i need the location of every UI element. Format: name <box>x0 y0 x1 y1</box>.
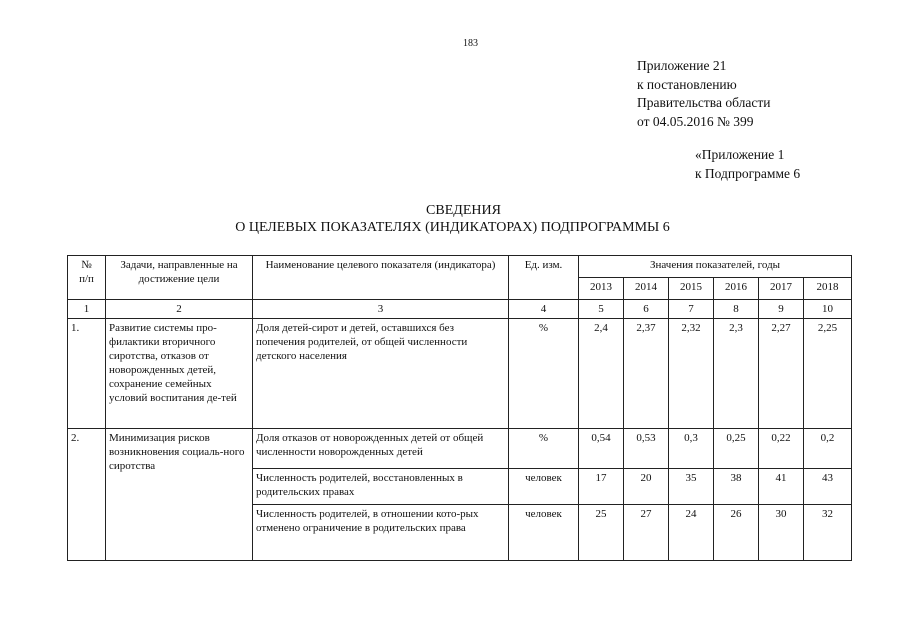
header-num: № п/п <box>68 256 106 300</box>
header-unit: Ед. изм. <box>509 256 579 300</box>
indicator-value: 30 <box>759 505 804 561</box>
indicator-value: 0,25 <box>714 429 759 469</box>
indicator-unit: % <box>509 429 579 469</box>
indicator-value: 2,37 <box>624 319 669 429</box>
row-task: Минимизация рисков возникновения социаль-ного сиротства <box>106 429 253 561</box>
column-number: 1 <box>68 300 106 319</box>
appendix-line: Приложение 21 <box>637 58 727 73</box>
row-number: 1. <box>68 319 106 429</box>
row-task: Развитие системы про-филактики вторичного сиротства, отказов от новорожденных детей, сохранение семейных условий воспитания де-тей <box>106 319 253 429</box>
column-number: 5 <box>579 300 624 319</box>
indicator-value: 41 <box>759 469 804 505</box>
appendix-line: к Подпрограмме 6 <box>695 165 801 181</box>
indicator-value: 17 <box>579 469 624 505</box>
indicator-value: 25 <box>579 505 624 561</box>
column-number: 2 <box>106 300 253 319</box>
appendix-line: «Приложение 1 <box>695 147 785 162</box>
column-number: 8 <box>714 300 759 319</box>
appendix-line: к постановлению <box>637 76 737 92</box>
indicator-value: 20 <box>624 469 669 505</box>
header-year: 2016 <box>714 278 759 300</box>
indicator-unit: человек <box>509 505 579 561</box>
header-year: 2017 <box>759 278 804 300</box>
column-number: 3 <box>253 300 509 319</box>
indicator-value: 26 <box>714 505 759 561</box>
header-tasks: Задачи, направленные на достижение цели <box>106 256 253 300</box>
indicator-value: 35 <box>669 469 714 505</box>
indicator-value: 2,32 <box>669 319 714 429</box>
document-title <box>0 202 905 236</box>
indicator-value: 0,53 <box>624 429 669 469</box>
indicator-value: 0,2 <box>804 429 852 469</box>
table-row <box>68 429 852 469</box>
indicator-value: 27 <box>624 505 669 561</box>
column-number: 4 <box>509 300 579 319</box>
indicator-value: 24 <box>669 505 714 561</box>
indicators-table <box>67 255 852 561</box>
appendix-block <box>637 57 770 131</box>
column-number: 6 <box>624 300 669 319</box>
table-row <box>68 319 852 429</box>
column-number-row <box>68 300 852 319</box>
indicator-value: 2,3 <box>714 319 759 429</box>
header-year: 2015 <box>669 278 714 300</box>
column-number: 9 <box>759 300 804 319</box>
column-number: 10 <box>804 300 852 319</box>
indicator-value: 0,3 <box>669 429 714 469</box>
appendix-line: от 04.05.2016 № 399 <box>637 113 754 129</box>
page-number: 183 <box>463 38 478 49</box>
title-line: СВЕДЕНИЯ <box>426 203 501 218</box>
header-year: 2018 <box>804 278 852 300</box>
indicator-name: Доля детей-сирот и детей, оставшихся без попечения родителей, от общей численности детского населения <box>253 319 509 429</box>
appendix-line: Правительства области <box>637 95 771 110</box>
indicator-value: 32 <box>804 505 852 561</box>
header-values: Значения показателей, годы <box>579 256 852 278</box>
indicator-value: 0,22 <box>759 429 804 469</box>
indicator-name: Численность родителей, восстановленных в родительских правах <box>253 469 509 505</box>
indicator-unit: человек <box>509 469 579 505</box>
indicator-name: Численность родителей, в отношении кото-рых отменено ограничение в родительских права <box>253 505 509 561</box>
indicator-value: 2,27 <box>759 319 804 429</box>
indicator-value: 2,25 <box>804 319 852 429</box>
column-number: 7 <box>669 300 714 319</box>
header-indicator: Наименование целевого показателя (индикатора) <box>253 256 509 300</box>
indicator-value: 2,4 <box>579 319 624 429</box>
indicator-value: 38 <box>714 469 759 505</box>
indicator-unit: % <box>509 319 579 429</box>
indicator-name: Доля отказов от новорожденных детей от общей численности новорожденных детей <box>253 429 509 469</box>
subprogram-appendix-block <box>695 146 800 183</box>
header-year: 2014 <box>624 278 669 300</box>
row-number: 2. <box>68 429 106 561</box>
indicator-value: 43 <box>804 469 852 505</box>
header-year: 2013 <box>579 278 624 300</box>
indicator-value: 0,54 <box>579 429 624 469</box>
title-line: О ЦЕЛЕВЫХ ПОКАЗАТЕЛЯХ (ИНДИКАТОРАХ) ПОДПРОГРАММЫ 6 <box>235 220 670 235</box>
